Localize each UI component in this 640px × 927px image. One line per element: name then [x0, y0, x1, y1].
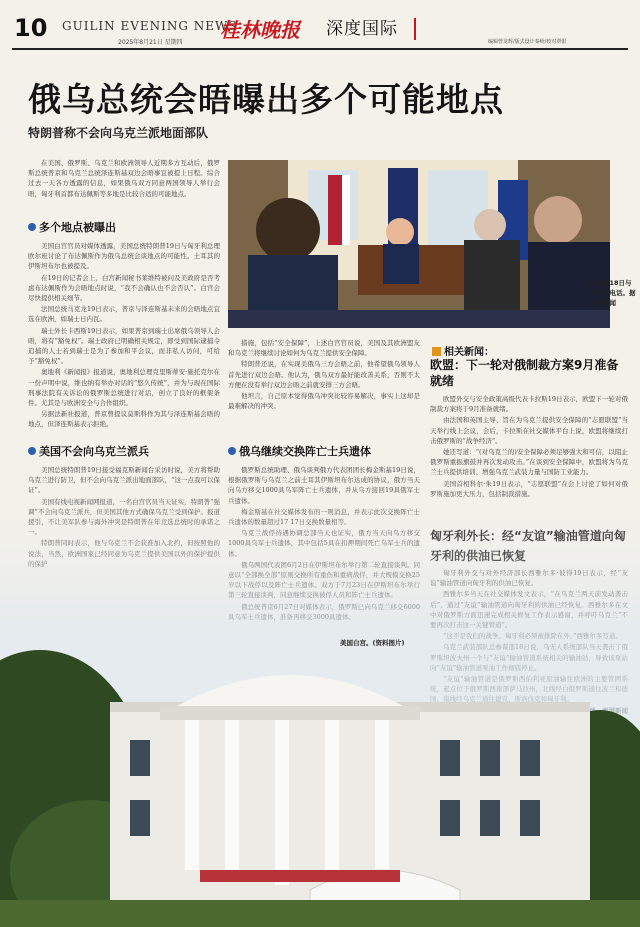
bullet-icon: [28, 447, 36, 455]
col2-continued: [228, 338, 420, 412]
paragraph: 在19日的记者会上，白宫新闻秘书莱维特被问及美政府是否考虑布达佩斯作为会晤地点时说，“我不会确认也不会否认”。白宫会尽快提供相关细节。: [28, 273, 220, 303]
subheadline: 特朗普称不会向乌克兰派地面部队: [28, 126, 209, 140]
editor-credits: 编辑曾龙辉/版式设计秦岭/校对覃银: [488, 39, 567, 45]
header-rule: [12, 48, 628, 50]
paragraph: 法国总统马克龙19日表示，普京与泽连斯基未来的会晤地点宜选在欧洲，如瑞士日内瓦。: [28, 305, 220, 324]
page-header: [0, 0, 640, 50]
lead-paragraph: [28, 158, 220, 200]
section-title: 多个地点被曝出: [39, 221, 116, 234]
paragraph: 美国白宫官员对媒体透露，美国总统特朗普19日与匈牙利总理欧尔班讨论了布达佩斯作为俄乌总统会谈地点的可能性。土耳其的伊斯坦布尔也被提及。: [28, 242, 220, 271]
section-heading-remains: [228, 443, 371, 459]
white-house-illustration: [0, 470, 640, 927]
paragraph: 措施，包括“安全保障”，上述白宫官员说，美国及其欧洲盟友和乌克兰将继续讨论如何为乌克兰提供安全保障。: [228, 339, 420, 358]
paper-name-en: GUILIN EVENING NEWS: [62, 19, 238, 33]
issue-date: 2025年8月21日 星期四: [118, 39, 183, 46]
paragraph: 奥地利《新闻报》报道说，奥地利总理克里斯蒂安·施托克尔在一份声明中说，维也纳有举办对话的“悠久传统”，并为与现在国际刑事法院有关诉讼的俄罗斯总统进行对话，创立了良好的框架条件。尤其是与欧洲安全与合作组织。: [28, 368, 220, 408]
photo-caption-call: 特朗普18日与普京通电话。据澎湃新闻: [590, 279, 636, 307]
section-title: 美国不会向乌克兰派兵: [39, 445, 149, 458]
page-number: 10: [14, 14, 48, 42]
photo-phone-call: [228, 160, 610, 328]
bullet-icon: [228, 447, 236, 455]
related-title-eu: 欧盟：下一轮对俄制裁方案9月准备就绪: [430, 358, 619, 388]
related-news-tag: [432, 343, 494, 358]
section-title: 俄乌继续交换阵亡士兵遗体: [239, 445, 371, 458]
photo-white-house: [0, 470, 640, 927]
paragraph: 特朗普还说，在实现美俄乌三方会晤之前，他希望俄乌领导人首先进行双边会晤。他认为，俄乌双方最好能改善关系，否则不太方便在没有举行双边会晤之前就安排三方会晤。: [228, 360, 420, 389]
related-tag-label: 相关新闻：: [444, 347, 494, 358]
headline: 俄乌总统会晤曝出多个可能地点: [28, 80, 504, 119]
section-divider: [414, 18, 416, 40]
photo-illustration: [228, 160, 610, 328]
tag-square-icon: [432, 347, 441, 356]
paragraph: 另据法新社报道，普京曾提议莫斯科作为其与泽连斯基会晤的地点，但泽连斯基表示拒绝。: [28, 410, 220, 429]
paragraph: 欧盟外交与安全政策高级代表卡拉斯19日表示，欧盟下一轮对俄制裁方案将于9月准备就绪。: [430, 395, 628, 414]
paragraph: 他坦言，自己原本觉得俄乌冲突比较容易解决，事实上这却是最难解决的冲突。: [228, 392, 420, 411]
section-heading-locations: [28, 219, 116, 235]
paragraph: 瑞士外长卡西斯19日表示，如果普京到瑞士出席俄乌领导人会晤，将有“豁免权”。瑞士政府已明确相关规定，即受到国际逮捕令追捕的人士若到瑞士是为了参加和平会议，而非私人访问，可给予“豁免权”。: [28, 326, 220, 366]
paragraph: 她还写道：“(对乌克兰的)安全保障必须足够强大和可信，以阻止俄罗斯重振旗鼓并再次发动攻击。”在谈到安全保障中，欧盟将为乌克: [430, 448, 628, 467]
section-name: 深度国际: [326, 19, 398, 39]
bullet-icon: [28, 223, 36, 231]
section-heading-no-troops: [28, 443, 149, 459]
paragraph: 在美国、俄罗斯、乌克兰和欧洲领导人近期多方互动后，俄罗斯总统普京和乌克兰总统泽连斯基双边会晤事宜被提上日程。综合过去一天各方透露的信息，如果俄乌双方同意两国领导人举行会晤，匈牙利首都布达佩斯等多地是比较合适的可能地点。: [28, 159, 220, 198]
photo-caption-white-house: 美国白宫。(资料图片): [340, 639, 405, 647]
section-body-locations: [28, 241, 220, 431]
paragraph: 由法国和英国主导、旨在为乌克兰提供安全保障的“志愿联盟”当天举行线上会议，会后，卡拉斯在社交媒体平台上说，欧盟将继续打击俄罗斯的“战争经济”。: [430, 416, 628, 445]
paper-logo: 桂林晚报: [220, 18, 300, 42]
